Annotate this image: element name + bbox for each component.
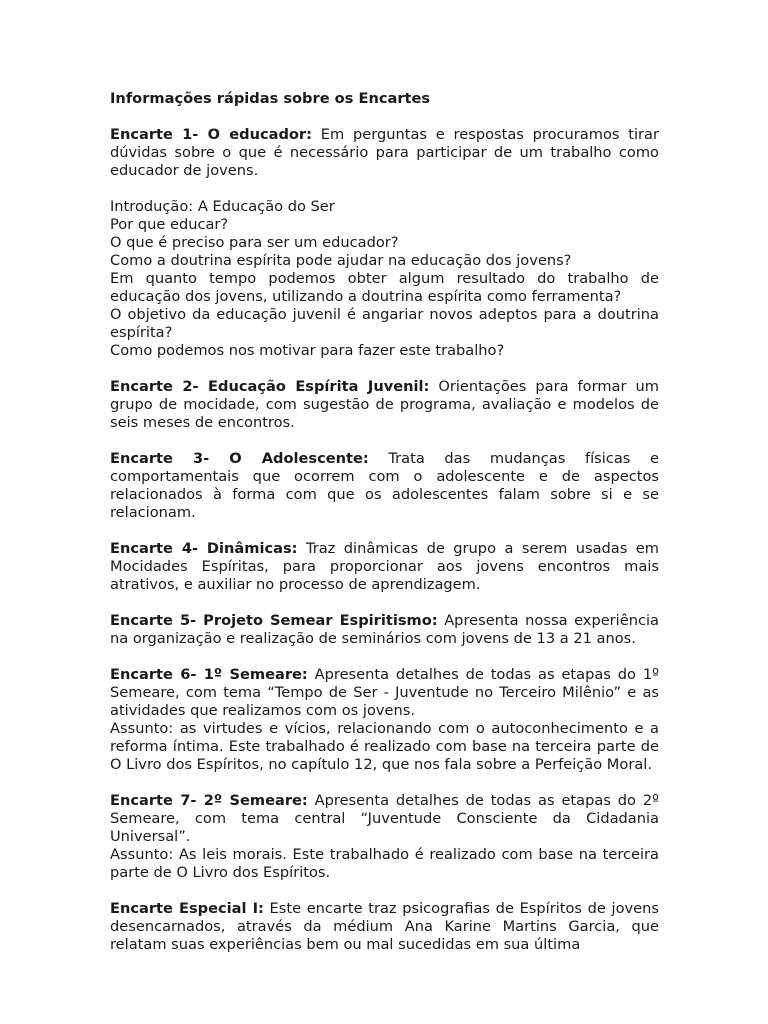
encarte-6-paragraph	[110, 666, 659, 720]
question-item: Por que educar?	[110, 216, 229, 233]
encarte-4-heading: Encarte 4- Dinâmicas:	[110, 540, 298, 557]
encarte-6-section	[110, 666, 659, 774]
document-title: Informações rápidas sobre os Encartes	[110, 90, 431, 107]
encarte-3-section	[110, 450, 659, 522]
encarte-3-text: Trata das mudanças físicas e comportamentais que ocorrem com o adolescente e de aspectos relacionados à forma com que os adolescentes falam sobre si e se relacionam.	[110, 450, 659, 521]
encarte-especial-paragraph	[110, 900, 659, 954]
question-item: O que é preciso para ser um educador?	[110, 234, 399, 251]
encarte-5-heading: Encarte 5- Projeto Semear Espiritismo:	[110, 612, 438, 629]
encarte-7-text: Apresenta detalhes de todas as etapas do 2º Semeare, com tema central “Juventude Consciente da Cidadania Universal”.	[110, 792, 659, 845]
encarte-6-heading: Encarte 6- 1º Semeare:	[110, 666, 308, 683]
encarte-especial-heading: Encarte Especial I:	[110, 900, 264, 917]
encarte-7-section	[110, 792, 659, 882]
encarte-1-text: Em perguntas e respostas procuramos tirar dúvidas sobre o que é necessário para participar de um trabalho como educador de jovens.	[110, 126, 660, 179]
question-item: Em quanto tempo podemos obter algum resultado do trabalho de educação dos jovens, utilizando a doutrina espírita como ferramenta?	[110, 270, 659, 305]
encarte-especial-section	[110, 900, 659, 954]
question-item: Como podemos nos motivar para fazer este trabalho?	[110, 342, 505, 359]
encarte-5-text: Apresenta nossa experiência na organização e realização de seminários com jovens de 13 a 21 anos.	[110, 612, 659, 647]
encarte-7-paragraph	[110, 792, 659, 846]
encarte-2-paragraph	[110, 378, 659, 432]
encarte-1-heading: Encarte 1- O educador:	[110, 126, 312, 143]
encarte-5-section	[110, 612, 659, 648]
encarte-7-heading: Encarte 7- 2º Semeare:	[110, 792, 308, 809]
question-item: O objetivo da educação juvenil é angariar novos adeptos para a doutrina espírita?	[110, 306, 659, 341]
encarte-2-heading: Encarte 2- Educação Espírita Juvenil:	[110, 378, 430, 395]
encarte-3-paragraph	[110, 450, 659, 522]
questions-section	[110, 198, 659, 360]
question-item: Como a doutrina espírita pode ajudar na educação dos jovens?	[110, 252, 572, 269]
encarte-7-assunto: Assunto: As leis morais. Este trabalhado é realizado com base na terceira parte de O Livro dos Espíritos.	[110, 846, 659, 881]
encarte-1-section	[110, 126, 659, 180]
questions-list	[110, 198, 659, 360]
question-item: Introdução: A Educação do Ser	[110, 198, 335, 215]
encarte-4-paragraph	[110, 540, 659, 594]
encarte-6-assunto: Assunto: as virtudes e vícios, relacionando com o autoconhecimento e a reforma íntima. Este trabalhado é realizado com base na terceira parte de O Livro dos Espíritos, no capítulo 12, que nos fala sobre a Perfeição Moral.	[110, 720, 659, 773]
encarte-4-text: Traz dinâmicas de grupo a serem usadas em Mocidades Espíritas, para proporcionar aos jovens encontros mais atrativos, e auxiliar no processo de aprendizagem.	[110, 540, 659, 593]
encarte-2-section	[110, 378, 659, 432]
encarte-3-heading: Encarte 3- O Adolescente:	[110, 450, 369, 467]
encarte-especial-text: Este encarte traz psicografias de Espíritos de jovens desencarnados, através da médium Ana Karine Martins Garcia, que relatam suas experiências bem ou mal sucedidas em sua última	[110, 900, 659, 953]
encarte-5-paragraph	[110, 612, 659, 648]
encarte-6-text: Apresenta detalhes de todas as etapas do 1º Semeare, com tema “Tempo de Ser - Juventude no Terceiro Milênio” e as atividades que realizamos com os jovens.	[110, 666, 659, 719]
encarte-2-text: Orientações para formar um grupo de mocidade, com sugestão de programa, avaliação e modelos de seis meses de encontros.	[110, 378, 659, 431]
encarte-1-paragraph	[110, 126, 659, 180]
document-page	[110, 90, 659, 972]
encarte-4-section	[110, 540, 659, 594]
